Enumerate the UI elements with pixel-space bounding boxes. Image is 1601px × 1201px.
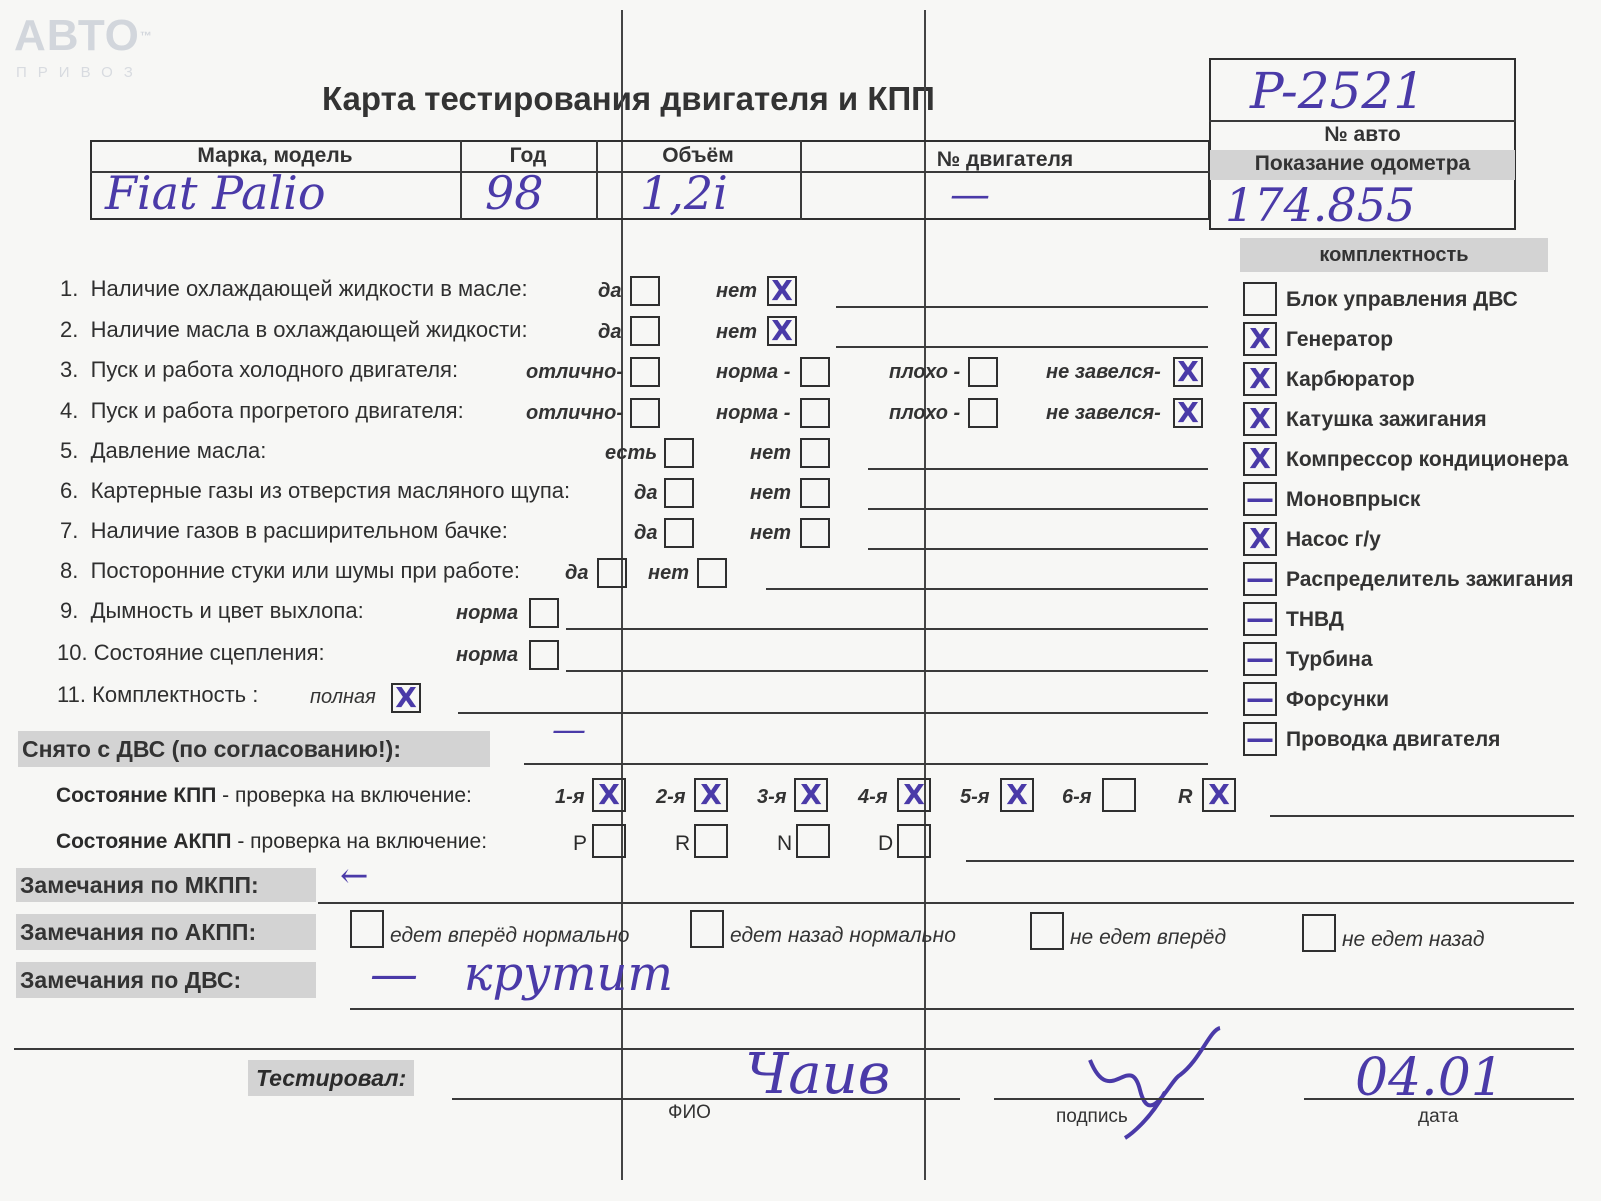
- dvs-remarks-value: — крутит: [370, 946, 673, 1002]
- akpp-mode-label: D: [878, 832, 894, 855]
- gear-label: 3-я: [757, 786, 787, 808]
- checkbox-akpp-forward-ok[interactable]: [350, 910, 384, 948]
- list-item: [1238, 478, 1578, 518]
- checkbox-q4-otlichno[interactable]: [630, 398, 660, 428]
- checkbox-q10-norma[interactable]: [529, 640, 559, 670]
- option-label: норма: [456, 602, 519, 624]
- question-num: 6.: [60, 478, 79, 503]
- check-mark: X: [1249, 322, 1271, 355]
- question-num: 11.: [57, 682, 86, 707]
- completeness-label: Катушка зажигания: [1286, 408, 1487, 431]
- engine-no-label: № двигателя: [936, 148, 1074, 171]
- completeness-label: ТНВД: [1286, 608, 1344, 631]
- check-mark: X: [1249, 442, 1271, 475]
- question-num: 7.: [60, 518, 79, 543]
- mkpp-remarks-label: Замечания по МКПП:: [20, 872, 259, 898]
- option-label: нет: [716, 280, 757, 302]
- checkbox-q3-norma[interactable]: [800, 357, 830, 387]
- odometer-value: 174.855: [1225, 178, 1416, 232]
- completeness-label: Турбина: [1286, 648, 1373, 671]
- option-label: нет: [648, 562, 689, 584]
- akpp-remark-option: не едет вперёд: [1070, 926, 1227, 949]
- checkbox-q5-est[interactable]: [664, 438, 694, 468]
- mkpp-remarks-value: ←: [340, 856, 369, 896]
- check-mark: X: [1249, 522, 1271, 555]
- check-mark: —: [1246, 562, 1274, 595]
- check-mark: X: [800, 778, 822, 811]
- answer-line: [766, 588, 1208, 590]
- check-mark: [1245, 284, 1275, 314]
- answer-line: [868, 548, 1208, 550]
- checkbox-q3-otlichno[interactable]: [630, 357, 660, 387]
- gear-label: R: [1178, 786, 1193, 808]
- question-num: 5.: [60, 438, 79, 463]
- akpp-remark-option: едет назад нормально: [730, 924, 956, 947]
- completeness-label: Форсунки: [1286, 688, 1390, 711]
- question-text: Комплектность :: [92, 682, 259, 707]
- check-mark: —: [1246, 722, 1274, 755]
- year-value: 98: [485, 166, 544, 220]
- option-label: отлично-: [526, 402, 624, 424]
- completeness-label: Насос г/у: [1286, 528, 1381, 551]
- question-num: 4.: [60, 398, 79, 423]
- list-item: [1238, 278, 1578, 318]
- checkbox-q4-norma[interactable]: [800, 398, 830, 428]
- akpp-mode-label: P: [573, 832, 588, 855]
- akpp-remark-option: едет вперёд нормально: [390, 924, 630, 947]
- question-5: [60, 438, 266, 464]
- option-label: да: [598, 280, 622, 302]
- option-label: есть: [605, 442, 658, 464]
- check-mark: X: [771, 274, 793, 307]
- answer-line: [836, 306, 1208, 308]
- question-text: Пуск и работа прогретого двигателя:: [90, 398, 464, 423]
- dvs-remarks-label: Замечания по ДВС:: [20, 967, 242, 993]
- check-mark: X: [1208, 778, 1230, 811]
- akpp-remark-option: не едет назад: [1342, 928, 1485, 951]
- checkbox-gear-6[interactable]: [1102, 778, 1136, 812]
- page-title: Карта тестирования двигателя и КПП: [322, 80, 935, 117]
- question-text: Посторонние стуки или шумы при работе:: [90, 558, 520, 583]
- list-item: [1238, 718, 1578, 758]
- gear-label: 4-я: [858, 786, 888, 808]
- logo: [14, 11, 153, 60]
- question-4: [60, 398, 464, 424]
- logo-sub-text: ПРИВОЗ: [16, 64, 144, 81]
- check-mark: —: [1246, 602, 1274, 635]
- kpp-label: [56, 784, 472, 808]
- akpp-label: [56, 830, 487, 854]
- answer-line: [566, 628, 1208, 630]
- answer-line: [966, 860, 1574, 862]
- question-num: 1.: [60, 276, 79, 301]
- option-label: норма -: [716, 402, 791, 424]
- check-mark: X: [700, 778, 722, 811]
- checkbox-akpp-n[interactable]: [796, 824, 830, 858]
- auto-number-value: P-2521: [1250, 62, 1426, 120]
- question-text: Картерные газы из отверстия масляного щупа:: [90, 478, 571, 503]
- check-mark: —: [1246, 682, 1274, 715]
- logo-main-text: АВТО: [14, 11, 140, 60]
- answer-line: [350, 1008, 1574, 1010]
- completeness-label: Карбюратор: [1286, 368, 1415, 391]
- checkbox-q4-ploho[interactable]: [968, 398, 998, 428]
- question-text: Наличие охлаждающей жидкости в масле:: [90, 276, 528, 301]
- completeness-label: Компрессор кондиционера: [1286, 448, 1569, 471]
- question-3: [60, 357, 458, 383]
- list-item: [1238, 558, 1578, 598]
- akpp-label-bold: Состояние АКПП: [56, 830, 232, 853]
- akpp-remarks-label: Замечания по АКПП:: [20, 919, 257, 945]
- checkbox-akpp-d[interactable]: [897, 824, 931, 858]
- list-item: [1238, 598, 1578, 638]
- option-label: да: [598, 321, 622, 343]
- question-1: [60, 276, 528, 302]
- answer-line: [1270, 815, 1574, 817]
- list-item: [1238, 398, 1578, 438]
- checkbox-q6-da[interactable]: [664, 478, 694, 508]
- odometer-label: Показание одометра: [1254, 152, 1471, 175]
- checkbox-q9-norma[interactable]: [529, 598, 559, 628]
- option-label: не завелся-: [1046, 361, 1161, 383]
- akpp-mode-label: R: [675, 832, 691, 855]
- question-text: Состояние сцепления:: [93, 640, 325, 665]
- check-mark: X: [598, 778, 620, 811]
- checkbox-akpp-no-forward[interactable]: [1030, 912, 1064, 950]
- checkbox-q1-da[interactable]: [630, 276, 660, 306]
- question-text: Наличие газов в расширительном бачке:: [90, 518, 508, 543]
- check-mark: X: [1006, 778, 1028, 811]
- signature-label: подпись: [1056, 1106, 1128, 1127]
- question-7: [60, 518, 508, 544]
- question-11: [57, 682, 258, 708]
- removed-label: Снято с ДВС (по согласованию!):: [22, 736, 401, 762]
- list-item: [1238, 318, 1578, 358]
- date-value: 04.01: [1355, 1048, 1504, 1108]
- checkbox-q6-net[interactable]: [800, 478, 830, 508]
- question-num: 2.: [60, 317, 79, 342]
- option-label: нет: [750, 442, 791, 464]
- volume-value: 1,2i: [640, 166, 728, 220]
- list-item: [1238, 518, 1578, 558]
- date-line: [1304, 1098, 1574, 1100]
- answer-line: [868, 508, 1208, 510]
- question-6: [60, 478, 570, 504]
- gear-label: 6-я: [1062, 786, 1092, 808]
- option-label: нет: [716, 321, 757, 343]
- completeness-label: Распределитель зажигания: [1286, 568, 1574, 591]
- list-item: [1238, 678, 1578, 718]
- checkbox-akpp-no-backward[interactable]: [1302, 914, 1336, 952]
- checkbox-q7-da[interactable]: [664, 518, 694, 548]
- checkbox-q2-da[interactable]: [630, 316, 660, 346]
- akpp-mode-label: N: [777, 832, 793, 855]
- fio-line: [452, 1098, 960, 1100]
- option-label: не завелся-: [1046, 402, 1161, 424]
- kpp-label-bold: Состояние КПП: [56, 784, 217, 807]
- option-label: да: [634, 482, 658, 504]
- completeness-label: Блок управления ДВС: [1286, 288, 1518, 311]
- checkbox-q8-da[interactable]: [597, 558, 627, 588]
- option-label: отлично-: [526, 361, 624, 383]
- checkbox-q3-ploho[interactable]: [968, 357, 998, 387]
- question-9: [60, 598, 364, 624]
- question-text: Давление масла:: [90, 438, 267, 463]
- completeness-label: Генератор: [1286, 328, 1394, 351]
- check-mark: —: [1246, 642, 1274, 675]
- check-mark: X: [903, 778, 925, 811]
- option-label: да: [565, 562, 589, 584]
- checkbox-q7-net[interactable]: [800, 518, 830, 548]
- check-mark: X: [1177, 355, 1199, 388]
- question-num: 3.: [60, 357, 79, 382]
- check-mark: X: [1249, 362, 1271, 395]
- fio-value: Чаив: [745, 1042, 891, 1107]
- list-item: [1238, 438, 1578, 478]
- check-mark: X: [395, 681, 417, 714]
- year-label: Год: [509, 144, 547, 167]
- brand-value: Fiat Palio: [105, 166, 326, 220]
- gear-label: 5-я: [960, 786, 990, 808]
- tested-label: Тестировал:: [256, 1065, 407, 1091]
- completeness-title: комплектность: [1319, 244, 1469, 266]
- question-10: [57, 640, 325, 666]
- list-item: [1238, 638, 1578, 678]
- question-text: Дымность и цвет выхлопа:: [90, 598, 364, 623]
- completeness-label: Проводка двигателя: [1286, 728, 1501, 751]
- question-text: Пуск и работа холодного двигателя:: [90, 357, 459, 382]
- question-num: 10.: [57, 640, 88, 665]
- checkbox-q5-net[interactable]: [800, 438, 830, 468]
- option-label: да: [634, 522, 658, 544]
- divider: [1209, 120, 1516, 122]
- question-num: 9.: [60, 598, 79, 623]
- akpp-label-rest: - проверка на включение:: [231, 830, 488, 853]
- answer-line: [524, 763, 1208, 765]
- gear-label: 2-я: [656, 786, 686, 808]
- answer-line: [868, 468, 1208, 470]
- list-item: [1238, 358, 1578, 398]
- auto-number-label: № авто: [1324, 123, 1401, 146]
- date-label: дата: [1418, 1106, 1459, 1127]
- check-mark: X: [1249, 402, 1271, 435]
- question-2: [60, 317, 528, 343]
- question-8: [60, 558, 520, 584]
- logo-tm: ™: [139, 29, 153, 43]
- checkbox-akpp-backward-ok[interactable]: [690, 910, 724, 948]
- checkbox-akpp-r[interactable]: [694, 824, 728, 858]
- answer-line: [836, 346, 1208, 348]
- question-num: 8.: [60, 558, 79, 583]
- engine-no-value: —: [950, 172, 990, 218]
- completeness-label: Моновпрыск: [1286, 488, 1421, 511]
- question-text: Наличие масла в охлаждающей жидкости:: [90, 317, 528, 342]
- option-label: нет: [750, 482, 791, 504]
- gear-label: 1-я: [555, 786, 585, 808]
- check-mark: X: [771, 314, 793, 347]
- fio-label: ФИО: [668, 1102, 711, 1123]
- check-mark: —: [1246, 482, 1274, 515]
- option-label: нет: [750, 522, 791, 544]
- answer-line: [566, 670, 1208, 672]
- brand-label: Марка, модель: [197, 144, 353, 167]
- option-label: полная: [310, 686, 376, 708]
- removed-value: —: [552, 710, 586, 750]
- kpp-label-rest: - проверка на включение:: [216, 784, 472, 807]
- option-label: норма -: [716, 361, 791, 383]
- signature-line: [994, 1098, 1204, 1100]
- checkbox-q8-net[interactable]: [697, 558, 727, 588]
- option-label: норма: [456, 644, 519, 666]
- option-label: плохо -: [889, 361, 961, 383]
- option-label: плохо -: [889, 402, 961, 424]
- answer-line: [318, 902, 1574, 904]
- checkbox-akpp-p[interactable]: [592, 824, 626, 858]
- check-mark: X: [1177, 396, 1199, 429]
- volume-label: Объём: [662, 144, 734, 167]
